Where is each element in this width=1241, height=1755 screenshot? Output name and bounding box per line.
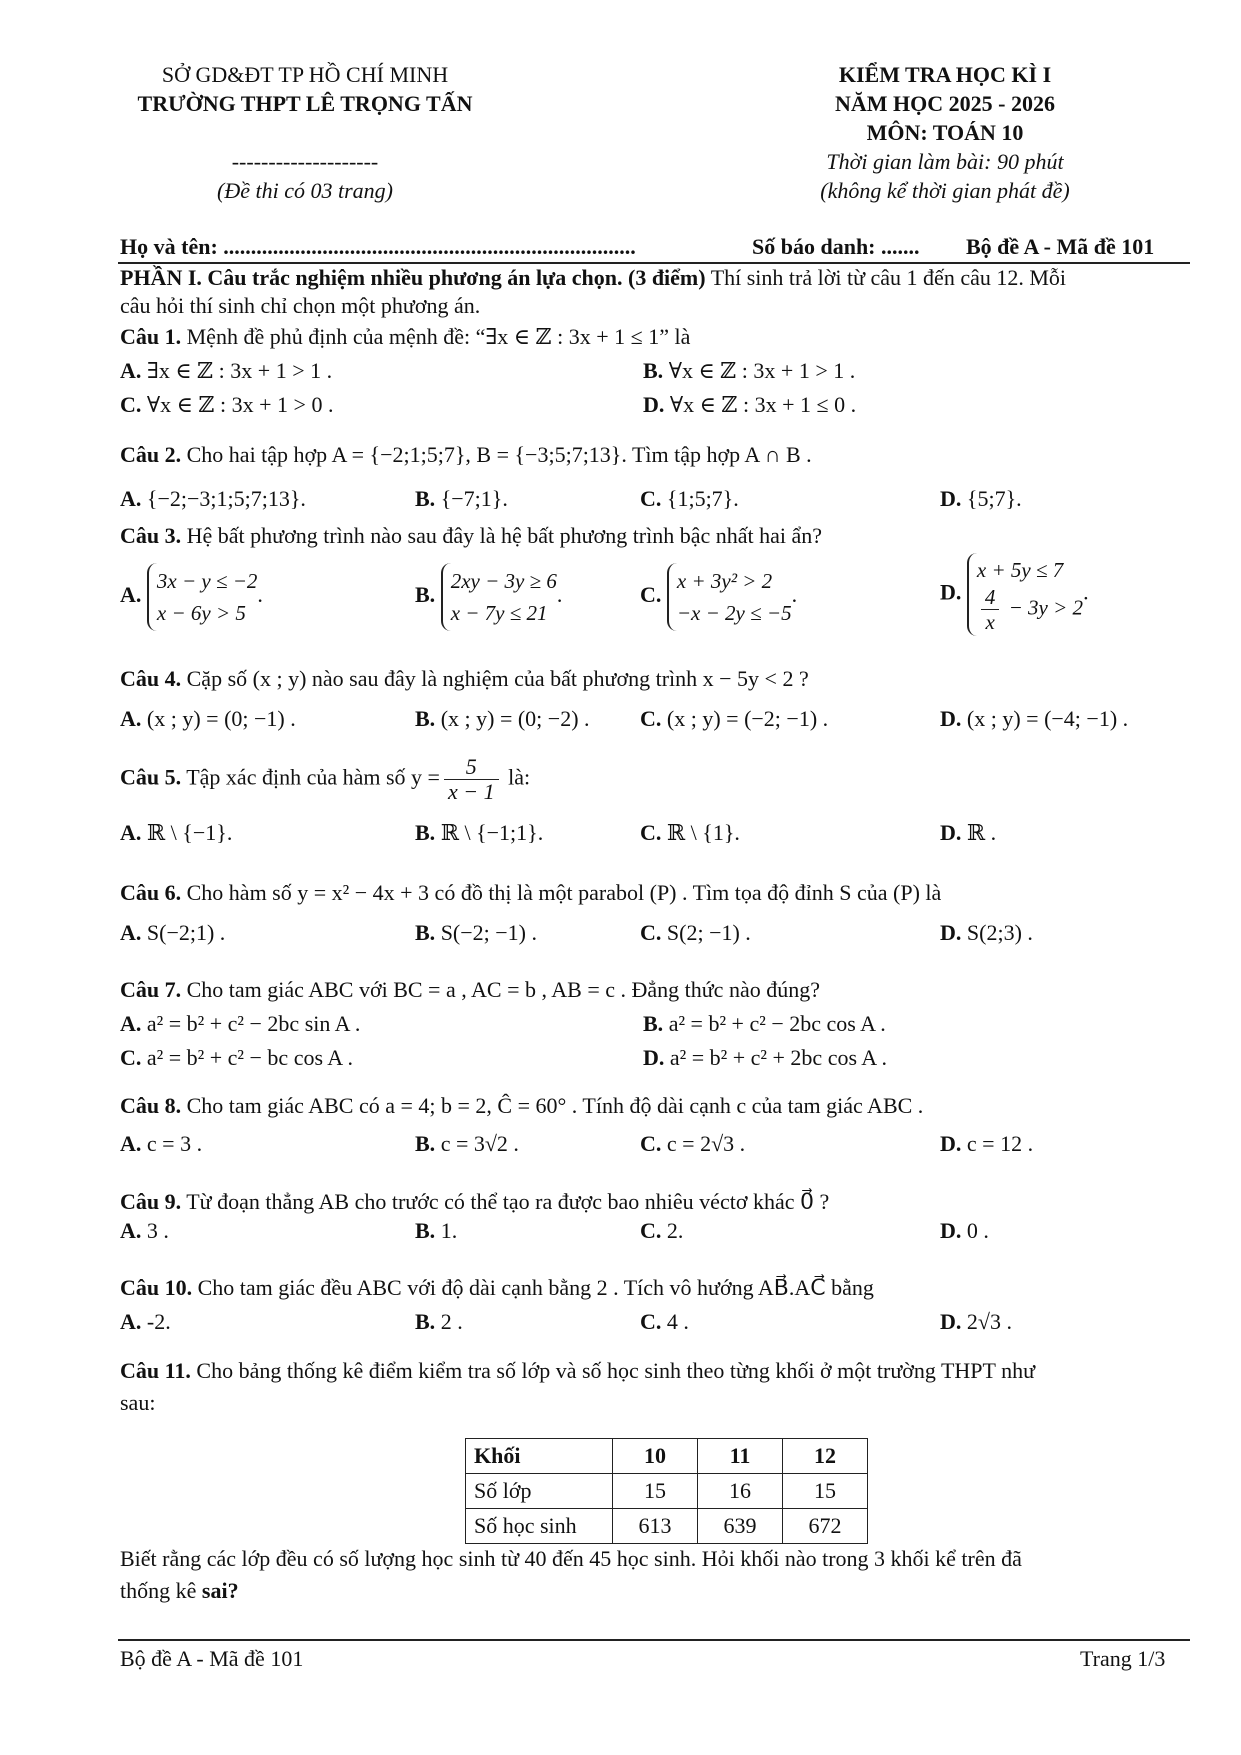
option-label: C.: [640, 820, 662, 845]
question-text: Cho hàm số y = x² − 4x + 3 có đồ thị là một parabol (P) . Tìm tọa độ đỉnh S của (P) là: [181, 880, 942, 905]
student-id-field: Số báo danh: .......: [752, 234, 920, 259]
question-label: Câu 2.: [120, 442, 182, 467]
page-count-note: (Đề thi có 03 trang): [217, 178, 393, 203]
table-row: [466, 1474, 868, 1509]
option-text: ℝ .: [966, 820, 997, 845]
question-2: [120, 442, 812, 468]
fraction: [981, 585, 1000, 634]
option-text: {−2;−3;1;5;7;13}.: [146, 486, 306, 511]
option-label: A.: [120, 486, 142, 511]
subject: MÔN: TOÁN 10: [866, 120, 1024, 145]
option-label: C.: [120, 392, 142, 417]
option-label: D.: [940, 579, 962, 605]
question-text: Cho hai tập hợp A = {−2;1;5;7}, B = {−3;5;7;13}. Tìm tập hợp A ∩ B .: [181, 442, 812, 467]
question-label: Câu 10.: [120, 1275, 193, 1300]
q4-option-a[interactable]: [120, 706, 296, 732]
q2-option-c[interactable]: [640, 486, 739, 512]
option-label: A.: [120, 1218, 142, 1243]
option-label: A.: [120, 920, 142, 945]
equation-line: 2xy − 3y ≥ 6: [450, 569, 557, 593]
option-text: a² = b² + c² − bc cos A .: [146, 1045, 353, 1070]
question-text: Từ đoạn thẳng AB cho trước có thể tạo ra được bao nhiêu véctơ khác 0⃗ ?: [181, 1189, 830, 1214]
option-label: C.: [640, 920, 662, 945]
option-text: 1.: [440, 1218, 458, 1243]
student-name-field: Họ và tên: ...........................................................................: [120, 234, 636, 259]
option-text: a² = b² + c² − 2bc cos A .: [668, 1011, 886, 1036]
option-label: D.: [940, 1309, 962, 1334]
q5-option-d[interactable]: [940, 820, 996, 846]
question-label: Câu 8.: [120, 1093, 182, 1118]
table-cell: 613: [613, 1509, 698, 1544]
table-cell: 16: [698, 1474, 783, 1509]
q3-option-d[interactable]: D. x + 5y ≤ 7 $\frac{4}{x}$ − 3y > 2.: [940, 553, 1089, 636]
q8-option-c[interactable]: [640, 1131, 745, 1157]
option-label: C.: [640, 486, 662, 511]
option-label: C.: [120, 1045, 142, 1070]
option-text: ∀x ∈ ℤ : 3x + 1 > 1 .: [668, 358, 856, 383]
question-5: [120, 755, 530, 804]
exam-duration-note: (không kể thời gian phát đề): [820, 178, 1070, 203]
table-header-row: [466, 1439, 868, 1474]
q3-option-a[interactable]: A. 3x − y ≤ −2 x − 6y > 5.: [120, 563, 263, 631]
option-text: (x ; y) = (0; −2) .: [440, 706, 590, 731]
question-label: Câu 6.: [120, 880, 182, 905]
q2-option-b[interactable]: [415, 486, 508, 512]
q3-option-c[interactable]: C. x + 3y² > 2 −x − 2y ≤ −5.: [640, 563, 797, 631]
option-label: D.: [940, 820, 962, 845]
option-label: D.: [940, 920, 962, 945]
option-label: A.: [120, 1131, 142, 1156]
q1-option-a[interactable]: [120, 358, 332, 384]
table-cell: Số lớp: [466, 1474, 613, 1509]
question-label: Câu 1.: [120, 324, 182, 349]
q8-option-d[interactable]: [940, 1131, 1033, 1157]
option-label: D.: [643, 1045, 665, 1070]
question-text: Cho tam giác ABC với BC = a , AC = b , AB = c . Đẳng thức nào đúng?: [181, 977, 820, 1002]
question-11-after-2: [120, 1578, 239, 1604]
option-text: S(−2;1) .: [146, 920, 226, 945]
table-cell: 672: [783, 1509, 868, 1544]
option-text: ℝ \ {1}.: [666, 820, 740, 845]
question-label: Câu 9.: [120, 1189, 182, 1214]
option-label: B.: [643, 358, 664, 383]
q7-option-a[interactable]: [120, 1011, 360, 1037]
equation-line: −x − 2y ≤ −5: [676, 601, 792, 625]
option-text: S(−2; −1) .: [440, 920, 538, 945]
q9-option-b[interactable]: [415, 1218, 457, 1244]
option-text: ℝ \ {−1;1}.: [440, 820, 544, 845]
table-header-cell: Khối: [466, 1439, 613, 1474]
option-label: C.: [640, 1131, 662, 1156]
question-6: [120, 880, 941, 906]
table-cell: 15: [783, 1474, 868, 1509]
option-label: D.: [643, 392, 665, 417]
exam-code: Bộ đề A - Mã đề 101: [966, 234, 1155, 259]
question-8: [120, 1093, 923, 1119]
q5-option-c[interactable]: [640, 820, 740, 846]
option-label: B.: [415, 1309, 436, 1334]
exam-duration: Thời gian làm bài: 90 phút: [826, 149, 1064, 174]
table-row: [466, 1509, 868, 1544]
q1-option-c[interactable]: [120, 392, 333, 418]
header-divider: [118, 262, 1190, 264]
question-label: Câu 11.: [120, 1358, 191, 1383]
question-text: Cho tam giác ABC có a = 4; b = 2, Ĉ = 60° . Tính độ dài cạnh c của tam giác ABC .: [181, 1093, 924, 1118]
option-text: c = 2√3 .: [666, 1131, 746, 1156]
q2-option-d[interactable]: [940, 486, 1022, 512]
question-label: Câu 3.: [120, 523, 182, 548]
q3-option-b[interactable]: B. 2xy − 3y ≥ 6 x − 7y ≤ 21.: [415, 563, 562, 631]
option-label: D.: [940, 1131, 962, 1156]
equation-system: [967, 553, 1083, 636]
header-dashes: --------------------: [231, 149, 379, 174]
school-year: NĂM HỌC 2025 - 2026: [835, 91, 1055, 116]
option-text: 2.: [666, 1218, 684, 1243]
q7-option-d[interactable]: [643, 1045, 887, 1071]
option-text: 4 .: [666, 1309, 689, 1334]
table-cell: Số học sinh: [466, 1509, 613, 1544]
option-text: S(2; −1) .: [666, 920, 751, 945]
department-name: SỞ GD&ĐT TP HỒ CHÍ MINH: [161, 62, 449, 87]
q6-option-d[interactable]: [940, 920, 1033, 946]
equation-system: [147, 563, 258, 631]
q1-option-d[interactable]: [643, 392, 856, 418]
equation-line: x − 6y > 5: [156, 601, 246, 625]
table-header-cell: 12: [783, 1439, 868, 1474]
q6-option-a[interactable]: [120, 920, 225, 946]
option-text: 2√3 .: [966, 1309, 1012, 1334]
equation-line: 3x − y ≤ −2: [156, 569, 258, 593]
question-text-end: là:: [502, 764, 531, 790]
option-text: (x ; y) = (0; −1) .: [146, 706, 296, 731]
q9-option-a[interactable]: [120, 1218, 169, 1244]
question-10: [120, 1275, 874, 1301]
q5-option-b[interactable]: [415, 820, 543, 846]
option-label: A.: [120, 706, 142, 731]
table-cell: 15: [613, 1474, 698, 1509]
q1-option-b[interactable]: [643, 358, 855, 384]
option-text: c = 12 .: [966, 1131, 1034, 1156]
question-text: Cặp số (x ; y) nào sau đây là nghiệm của bất phương trình x − 5y < 2 ?: [181, 666, 809, 691]
option-text: ∀x ∈ ℤ : 3x + 1 ≤ 0 .: [669, 392, 857, 417]
option-label: C.: [640, 582, 662, 608]
question-11: [120, 1358, 1035, 1384]
option-label: C.: [640, 706, 662, 731]
question-text: Mệnh đề phủ định của mệnh đề: “∃x ∈ ℤ : 3x + 1 ≤ 1” là: [181, 324, 691, 349]
q9-option-d[interactable]: [940, 1218, 989, 1244]
option-label: B.: [415, 582, 436, 608]
option-text: 3 .: [146, 1218, 169, 1243]
table-header-cell: 11: [698, 1439, 783, 1474]
q10-option-c[interactable]: [640, 1309, 689, 1335]
option-label: C.: [640, 1309, 662, 1334]
part1-instruction: [120, 265, 1066, 291]
q7-option-c[interactable]: [120, 1045, 353, 1071]
q4-option-b[interactable]: [415, 706, 590, 732]
q4-option-c[interactable]: [640, 706, 828, 732]
footer-page-number: Trang 1/3: [1080, 1646, 1166, 1671]
q7-option-b[interactable]: [643, 1011, 886, 1037]
option-text: (x ; y) = (−2; −1) .: [666, 706, 829, 731]
option-text: {−7;1}.: [440, 486, 508, 511]
q10-option-d[interactable]: [940, 1309, 1012, 1335]
equation-system: [441, 563, 557, 631]
equation-line: x − 7y ≤ 21: [450, 601, 548, 625]
option-label: D.: [940, 1218, 962, 1243]
option-label: B.: [415, 486, 436, 511]
question-text: Tập xác định của hàm số y =: [181, 764, 440, 790]
option-label: B.: [415, 920, 436, 945]
q6-option-c[interactable]: [640, 920, 751, 946]
option-label: C.: [640, 1218, 662, 1243]
school-name: TRƯỜNG THPT LÊ TRỌNG TẤN: [137, 91, 473, 116]
equation-system: [667, 563, 792, 631]
option-text: {1;5;7}.: [666, 486, 739, 511]
question-label: Câu 5.: [120, 764, 182, 790]
option-text: c = 3 .: [146, 1131, 203, 1156]
option-label: A.: [120, 1011, 142, 1036]
question-4: [120, 666, 809, 692]
option-label: A.: [120, 820, 142, 845]
option-label: B.: [415, 820, 436, 845]
question-text: thống kê: [120, 1578, 202, 1603]
option-text: 0 .: [966, 1218, 989, 1243]
question-9: [120, 1189, 829, 1215]
question-label: Câu 7.: [120, 977, 182, 1002]
option-text: -2.: [146, 1309, 171, 1334]
q6-option-b[interactable]: [415, 920, 537, 946]
question-text: Cho tam giác đều ABC với độ dài cạnh bằng 2 . Tích vô hướng AB⃗.AC⃗ bằng: [192, 1275, 874, 1300]
option-label: A.: [120, 358, 142, 383]
option-label: A.: [120, 582, 142, 608]
option-text: c = 3√2 .: [440, 1131, 519, 1156]
fraction-denominator: x − 1: [447, 779, 495, 804]
q8-option-a[interactable]: [120, 1131, 202, 1157]
q4-option-d[interactable]: [940, 706, 1128, 732]
q10-option-a[interactable]: [120, 1309, 171, 1335]
q2-option-a[interactable]: [120, 486, 306, 512]
option-label: B.: [643, 1011, 664, 1036]
table-header-cell: 10: [613, 1439, 698, 1474]
fraction-numerator: 4: [981, 585, 1000, 610]
q10-option-b[interactable]: [415, 1309, 463, 1335]
option-label: B.: [415, 706, 436, 731]
part1-title: PHẦN I. Câu trắc nghiệm nhiều phương án lựa chọn. (3 điểm): [120, 265, 706, 290]
option-text: S(2;3) .: [966, 920, 1033, 945]
question-11-cont: sau:: [120, 1390, 156, 1415]
question-11-after: Biết rằng các lớp đều có số lượng học sinh từ 40 đến 45 học sinh. Hỏi khối nào trong 3 khối kể trên đã: [120, 1546, 1022, 1571]
option-text: ∀x ∈ ℤ : 3x + 1 > 0 .: [146, 392, 334, 417]
fraction-numerator: 5: [444, 755, 499, 780]
equation-line: x + 3y² > 2: [676, 569, 773, 593]
footer-divider: [118, 1639, 1190, 1641]
option-text: a² = b² + c² + 2bc cos A .: [669, 1045, 887, 1070]
question-text-bold: sai?: [201, 1578, 239, 1603]
statistics-table: [465, 1438, 868, 1544]
option-label: A.: [120, 1309, 142, 1334]
equation-line: − 3y > 2: [1003, 595, 1084, 620]
exam-title: KIỂM TRA HỌC KÌ I: [838, 62, 1052, 87]
option-text: a² = b² + c² − 2bc sin A .: [146, 1011, 361, 1036]
part1-instruction-a: Thí sinh trả lời từ câu 1 đến câu 12. Mỗi: [705, 265, 1067, 290]
option-label: D.: [940, 706, 962, 731]
option-text: ∃x ∈ ℤ : 3x + 1 > 1 .: [146, 358, 333, 383]
q5-option-a[interactable]: [120, 820, 232, 846]
option-text: ℝ \ {−1}.: [146, 820, 233, 845]
table-cell: 639: [698, 1509, 783, 1544]
q9-option-c[interactable]: [640, 1218, 683, 1244]
option-text: (x ; y) = (−4; −1) .: [966, 706, 1129, 731]
question-text: Hệ bất phương trình nào sau đây là hệ bất phương trình bậc nhất hai ẩn?: [181, 523, 823, 548]
question-7: [120, 977, 820, 1003]
part1-instruction-b: câu hỏi thí sinh chỉ chọn một phương án.: [120, 293, 481, 318]
footer-exam-code: Bộ đề A - Mã đề 101: [120, 1646, 304, 1671]
q8-option-b[interactable]: [415, 1131, 519, 1157]
question-1: [120, 324, 690, 350]
option-text: {5;7}.: [966, 486, 1022, 511]
option-label: D.: [940, 486, 962, 511]
option-label: B.: [415, 1218, 436, 1243]
question-label: Câu 4.: [120, 666, 182, 691]
fraction: [444, 755, 499, 804]
fraction-denominator: x: [985, 610, 995, 634]
option-label: B.: [415, 1131, 436, 1156]
question-text: Cho bảng thống kê điểm kiểm tra số lớp và số học sinh theo từng khối ở một trường THPT như: [190, 1358, 1035, 1383]
question-3: [120, 523, 822, 549]
option-text: 2 .: [440, 1309, 463, 1334]
equation-line: x + 5y ≤ 7: [976, 558, 1064, 582]
